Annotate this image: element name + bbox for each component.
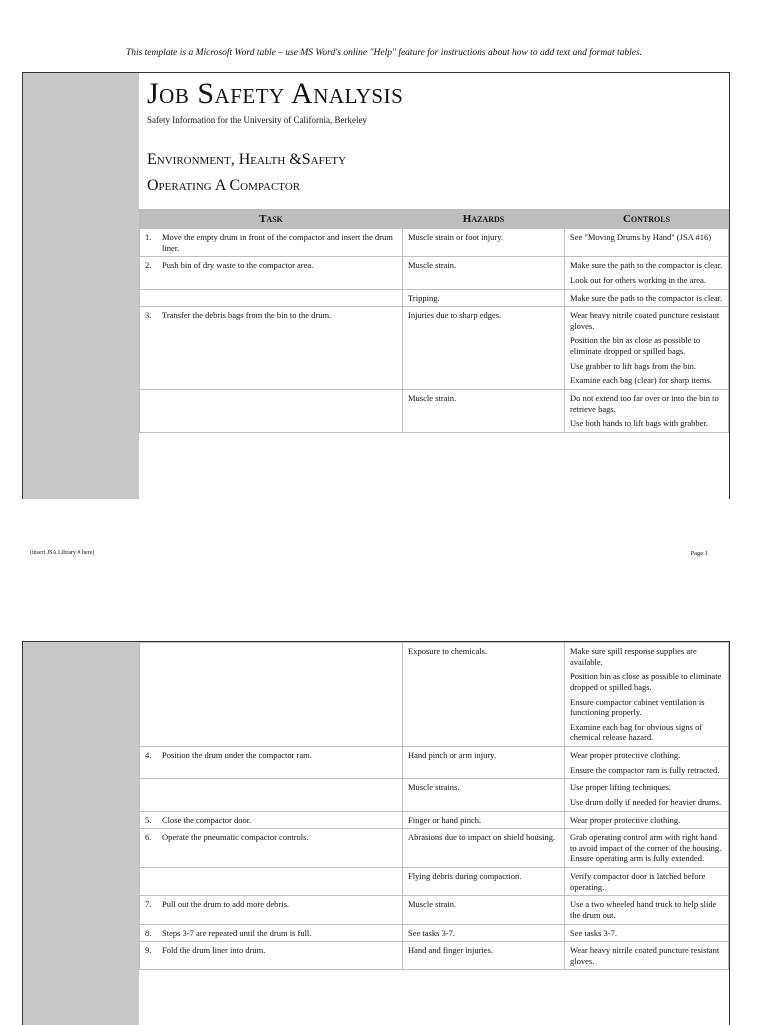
task-cell <box>140 779 403 811</box>
task-number: 5. <box>145 814 152 825</box>
hazard-cell: Muscle strain. <box>403 896 565 924</box>
jsa-library-number: (insert JSA Library # here) <box>30 550 95 556</box>
hazard-cell: Hand pinch or arm injury. <box>403 747 565 779</box>
control-item: Use proper lifting techniques. <box>570 782 672 793</box>
controls-cell <box>565 924 729 942</box>
task-number: 3. <box>145 310 152 321</box>
controls-cell <box>565 747 729 779</box>
control-item: Make sure the path to the compactor is clear. <box>570 260 723 271</box>
document-subtitle: Safety Information for the University of California, Berkeley <box>147 115 367 125</box>
table-body-page-2 <box>140 643 729 970</box>
task-text: Pull out the drum to add more debris. <box>162 899 290 910</box>
jsa-table-page-1 <box>139 209 729 433</box>
document-title: Job Safety Analysis <box>147 77 404 110</box>
task-number: 4. <box>145 750 152 760</box>
task-cell <box>140 229 403 257</box>
control-item: See tasks 3-7. <box>570 927 617 938</box>
task-text: Steps 3-7 are repeated until the drum is full. <box>162 927 312 938</box>
page-1-frame <box>22 72 730 499</box>
table-body-page-1 <box>140 229 729 433</box>
task-text: Transfer the debris bags from the bin to the drum. <box>162 310 332 321</box>
page-1-content <box>139 73 729 499</box>
jsa-table-page-2 <box>139 642 729 970</box>
task-column-header: Task <box>140 210 403 229</box>
control-item: Use a two wheeled hand truck to help slide the drum out. <box>570 899 717 920</box>
table-row <box>140 257 729 289</box>
control-item: Do not extend too far over or into the bin to retrieve bags. <box>570 392 719 414</box>
table-row <box>140 289 729 307</box>
task-cell <box>140 643 403 747</box>
controls-cell <box>565 289 729 307</box>
department-name: Environment, Health &Safety <box>147 151 347 168</box>
task-number: 2. <box>145 260 152 271</box>
task-cell <box>140 289 403 307</box>
task-cell <box>140 868 403 896</box>
hazard-cell: Injuries due to sharp edges. <box>403 307 565 390</box>
hazard-cell: Finger or hand pinch. <box>403 811 565 829</box>
table-row <box>140 229 729 257</box>
task-number: 9. <box>145 945 152 956</box>
control-item: Wear heavy nitrile coated puncture resistant gloves. <box>570 945 720 966</box>
task-text: Close the compactor door. <box>162 814 252 825</box>
task-cell <box>140 942 403 970</box>
controls-cell <box>565 643 729 747</box>
table-row <box>140 942 729 970</box>
table-row <box>140 389 729 432</box>
hazard-cell: Muscle strains. <box>403 779 565 811</box>
hazard-cell: Hand and finger injuries. <box>403 942 565 970</box>
left-margin-bar <box>23 73 139 499</box>
control-item: Ensure the compactor ram is fully retracted. <box>570 764 720 775</box>
task-number: 6. <box>145 832 152 843</box>
task-text: Position the drum under the compactor ram. <box>162 750 312 760</box>
controls-cell <box>565 307 729 390</box>
hazard-cell: Flying debris during compaction. <box>403 868 565 896</box>
controls-cell <box>565 779 729 811</box>
left-margin-bar <box>23 642 139 1025</box>
hazard-cell: Muscle strain. <box>403 257 565 289</box>
controls-cell <box>565 896 729 924</box>
title-block <box>139 73 729 209</box>
task-text: Operate the pneumatic compactor controls. <box>162 832 309 843</box>
controls-cell <box>565 829 729 868</box>
task-cell <box>140 829 403 868</box>
control-item: Ensure compactor cabinet ventilation is functioning properly. <box>570 696 705 718</box>
task-number: 8. <box>145 927 152 938</box>
control-item: Use grabber to lift bags from the bin. <box>570 360 697 371</box>
control-item: Position the bin as close as possible to eliminate dropped or spilled bags. <box>570 335 701 356</box>
task-cell <box>140 307 403 390</box>
task-cell <box>140 896 403 924</box>
control-item: Examine each bag (clear) for sharp items. <box>570 375 712 386</box>
controls-cell <box>565 811 729 829</box>
task-number: 1. <box>145 232 152 242</box>
control-item: Wear proper protective clothing. <box>570 750 681 760</box>
task-cell <box>140 257 403 289</box>
table-row <box>140 924 729 942</box>
page-2-frame <box>22 641 730 1025</box>
template-instruction-note: This template is a Microsoft Word table – use MS Word's online "Help" feature for instructions about how to add text and format tables. <box>125 48 643 58</box>
task-text: Move the empty drum in front of the compactor and insert the drum liner. <box>162 232 393 253</box>
task-cell <box>140 811 403 829</box>
controls-cell <box>565 868 729 896</box>
table-row <box>140 779 729 811</box>
hazard-cell: Tripping. <box>403 289 565 307</box>
operation-name: Operating A Compactor <box>147 177 301 194</box>
table-row <box>140 829 729 868</box>
hazards-column-header: Hazards <box>403 210 565 229</box>
control-item: Verify compactor door is latched before operating. <box>570 871 706 892</box>
page-2-content <box>139 642 729 1025</box>
hazard-cell: Abrasions due to impact on shield housing. <box>403 829 565 868</box>
table-row <box>140 643 729 747</box>
control-item: Wear heavy nitrile coated puncture resistant gloves. <box>570 310 720 331</box>
table-header-row <box>140 210 729 229</box>
hazard-cell: Exposure to chemicals. <box>403 643 565 747</box>
controls-column-header: Controls <box>565 210 729 229</box>
task-cell <box>140 389 403 432</box>
controls-cell <box>565 229 729 257</box>
task-text: Push bin of dry waste to the compactor area. <box>162 260 314 271</box>
task-text: Fold the drum liner into drum. <box>162 945 266 956</box>
table-row <box>140 747 729 779</box>
task-cell <box>140 924 403 942</box>
control-item: Position bin as close as possible to eliminate dropped or spilled bags. <box>570 671 722 692</box>
table-row <box>140 307 729 390</box>
page-number: Page 1 <box>690 550 708 557</box>
hazard-cell: Muscle strain or foot injury. <box>403 229 565 257</box>
control-item: Make sure the path to the compactor is clear. <box>570 292 723 303</box>
hazard-cell: Muscle strain. <box>403 389 565 432</box>
control-item: Use both hands to lift bags with grabber. <box>570 418 708 429</box>
controls-cell <box>565 942 729 970</box>
table-row <box>140 811 729 829</box>
table-row <box>140 896 729 924</box>
table-row <box>140 868 729 896</box>
control-item: Grab operating control arm with right hand to avoid impact of the corner of the housing. Ensure operating arm is fully extended. <box>570 832 722 864</box>
control-item: Examine each bag for obvious signs of chemical release hazard. <box>570 721 703 743</box>
control-item: Make sure spill response supplies are available. <box>570 646 697 667</box>
controls-cell <box>565 257 729 289</box>
control-item: Use drum dolly if needed for heavier drums. <box>570 796 722 807</box>
control-item: Wear proper protective clothing. <box>570 814 681 825</box>
hazard-cell: See tasks 3-7. <box>403 924 565 942</box>
control-item: Look out for others working in the area. <box>570 274 706 285</box>
task-number: 7. <box>145 899 152 910</box>
control-item: See "Moving Drums by Hand" (JSA #16) <box>570 232 712 242</box>
task-cell <box>140 747 403 779</box>
controls-cell <box>565 389 729 432</box>
